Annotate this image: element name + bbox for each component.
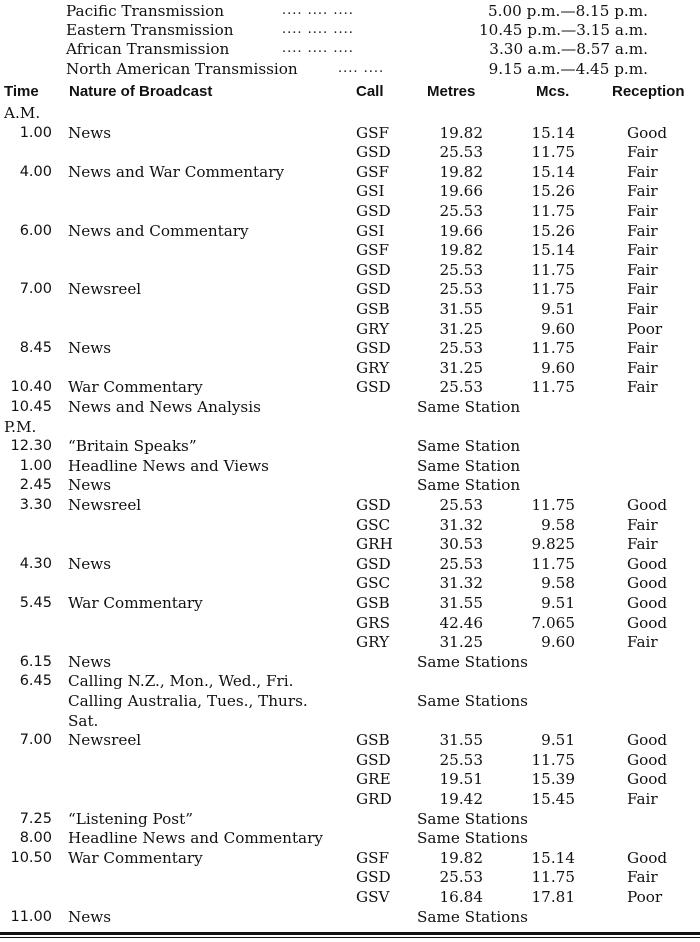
reception-cell: Good: [627, 750, 668, 769]
mcs-cell: 9.58: [541, 515, 575, 534]
transmission-time: 10.45 p.m.—3.15 a.m.: [478, 21, 648, 40]
metres-cell: 31.32: [439, 515, 483, 534]
same-station-note: Same Stations: [417, 692, 528, 710]
mcs-cell: 9.51: [541, 731, 575, 750]
header-metres: Metres: [427, 83, 476, 100]
mcs-cell: 9.51: [541, 594, 575, 612]
metres-cell: 30.53: [439, 535, 483, 554]
reception-cell: Poor: [627, 888, 663, 906]
metres-cell: 19.82: [439, 123, 483, 142]
mcs-cell: 15.14: [531, 162, 575, 181]
same-station-note: Same Stations: [417, 907, 528, 926]
time-cell: 12.30: [10, 438, 52, 455]
program-cell: War Commentary: [68, 848, 203, 867]
call-cell: GSD: [356, 868, 391, 887]
mcs-cell: 15.14: [531, 123, 575, 142]
transmission-dots: .... .... ....: [282, 3, 354, 18]
reception-cell: Good: [627, 554, 668, 573]
same-station-note: Same Station: [417, 476, 521, 495]
same-station-note: Same Station: [417, 398, 521, 416]
program-cell: News: [68, 339, 112, 358]
mcs-cell: 11.75: [531, 260, 575, 279]
mcs-cell: 15.45: [531, 790, 575, 808]
reception-cell: Fair: [627, 241, 658, 260]
call-cell: GSC: [356, 574, 391, 593]
mcs-cell: 11.75: [531, 280, 575, 299]
metres-cell: 25.53: [439, 280, 483, 299]
program-cell: Newsreel: [68, 731, 142, 750]
call-cell: GSB: [356, 300, 390, 318]
program-cell: News and Commentary: [68, 221, 249, 240]
mcs-cell: 9.58: [541, 574, 575, 593]
mcs-cell: 17.81: [531, 888, 575, 906]
metres-cell: 16.84: [439, 888, 483, 906]
program-cell: News and News Analysis: [68, 398, 261, 416]
mcs-cell: 15.14: [531, 848, 575, 867]
metres-cell: 25.53: [439, 143, 483, 162]
transmission-dots: .... .... ....: [282, 22, 354, 38]
mcs-cell: 9.51: [541, 300, 575, 318]
program-cell: News and War Commentary: [68, 162, 285, 181]
reception-cell: Fair: [627, 790, 658, 808]
time-cell: 8.00: [19, 830, 52, 847]
call-cell: GSD: [356, 496, 391, 514]
time-cell: 11.00: [10, 908, 52, 925]
mcs-cell: 9.60: [541, 358, 575, 377]
time-cell: 8.45: [19, 340, 52, 357]
metres-cell: 25.53: [439, 554, 483, 573]
metres-cell: 25.53: [439, 750, 483, 769]
program-cell: “Listening Post”: [68, 809, 193, 828]
time-cell: 7.00: [19, 732, 52, 749]
reception-cell: Fair: [627, 280, 658, 299]
time-cell: 4.30: [19, 555, 52, 572]
same-station-note: Same Stations: [417, 809, 528, 828]
call-cell: GRY: [356, 319, 390, 338]
reception-cell: Fair: [627, 182, 658, 201]
time-cell: 3.30: [19, 497, 52, 513]
call-cell: GSD: [356, 750, 391, 769]
call-cell: GSF: [356, 123, 390, 142]
metres-cell: 31.55: [439, 731, 483, 750]
mcs-cell: 9.825: [531, 535, 575, 554]
metres-cell: 31.55: [439, 300, 483, 318]
program-cell: War Commentary: [68, 594, 203, 612]
program-cell: Headline News and Commentary: [68, 829, 323, 848]
program-cell: Calling N.Z., Mon., Wed., Fri.: [68, 672, 294, 691]
same-station-note: Same Stations: [417, 652, 528, 671]
time-cell: 10.45: [10, 399, 52, 415]
transmission-name: North American Transmission: [66, 59, 298, 78]
transmission-name: Eastern Transmission: [66, 21, 234, 40]
time-cell: 10.50: [10, 849, 52, 866]
reception-cell: Fair: [627, 260, 658, 279]
metres-cell: 19.66: [439, 221, 483, 240]
reception-cell: Fair: [627, 358, 658, 377]
time-cell: 1.00: [19, 124, 52, 141]
time-cell: 7.25: [19, 810, 52, 827]
call-cell: GSD: [356, 143, 391, 162]
call-cell: GSD: [356, 554, 391, 573]
call-cell: GSF: [356, 848, 390, 867]
mcs-cell: 15.39: [531, 770, 575, 789]
call-cell: GSV: [356, 888, 390, 906]
mcs-cell: 9.60: [541, 319, 575, 338]
metres-cell: 25.53: [439, 868, 483, 887]
time-cell: 10.40: [10, 379, 52, 396]
mcs-cell: 11.75: [531, 496, 575, 514]
transmission-name: African Transmission: [66, 40, 230, 59]
metres-cell: 42.46: [439, 613, 483, 632]
mcs-cell: 15.26: [531, 221, 575, 240]
time-cell: 2.45: [19, 477, 52, 494]
reception-cell: Good: [627, 613, 668, 632]
time-cell: 6.15: [19, 653, 52, 670]
metres-cell: 31.32: [439, 574, 483, 593]
call-cell: GSI: [356, 182, 385, 201]
mcs-cell: 11.75: [531, 339, 575, 358]
call-cell: GSD: [356, 202, 391, 220]
reception-cell: Fair: [627, 162, 658, 181]
transmission-time: 9.15 a.m.—4.45 p.m.: [488, 59, 648, 78]
program-cell: Sat.: [68, 711, 99, 730]
mcs-cell: 15.14: [531, 241, 575, 260]
header-call: Call: [356, 83, 384, 100]
metres-cell: 19.82: [439, 848, 483, 867]
reception-cell: Fair: [627, 515, 658, 534]
reception-cell: Fair: [627, 143, 658, 162]
mcs-cell: 11.75: [531, 378, 575, 397]
program-cell: News: [68, 554, 112, 573]
reception-cell: Good: [627, 848, 668, 867]
section-label: A.M.: [4, 104, 41, 122]
time-cell: 6.45: [19, 673, 52, 690]
call-cell: GSD: [356, 260, 391, 279]
call-cell: GRS: [356, 613, 390, 632]
program-cell: Newsreel: [68, 496, 142, 514]
metres-cell: 19.82: [439, 241, 483, 260]
program-cell: “Britain Speaks”: [68, 437, 197, 456]
call-cell: GRD: [356, 790, 392, 808]
header-mcs: Mcs.: [536, 83, 570, 100]
program-cell: Headline News and Views: [68, 456, 269, 475]
mcs-cell: 11.75: [531, 868, 575, 887]
mcs-cell: 11.75: [531, 202, 575, 220]
reception-cell: Fair: [627, 535, 658, 554]
metres-cell: 25.53: [439, 378, 483, 397]
transmission-dots: .... .... ....: [282, 41, 354, 57]
call-cell: GSF: [356, 241, 390, 260]
metres-cell: 31.25: [439, 319, 483, 338]
mcs-cell: 11.75: [531, 143, 575, 162]
program-cell: War Commentary: [68, 378, 203, 397]
reception-cell: Fair: [627, 300, 658, 318]
header-time: Time: [4, 83, 39, 100]
mcs-cell: 15.26: [531, 182, 575, 201]
metres-cell: 31.55: [439, 594, 483, 612]
reception-cell: Fair: [627, 868, 658, 887]
call-cell: GSD: [356, 339, 391, 358]
call-cell: GRY: [356, 633, 390, 652]
metres-cell: 19.82: [439, 162, 483, 181]
reception-cell: Good: [627, 123, 668, 142]
reception-cell: Fair: [627, 378, 658, 397]
reception-cell: Fair: [627, 202, 658, 220]
reception-cell: Fair: [627, 339, 658, 358]
call-cell: GSD: [356, 280, 391, 299]
metres-cell: 25.53: [439, 260, 483, 279]
reception-cell: Fair: [627, 221, 658, 240]
call-cell: GSB: [356, 731, 390, 750]
program-cell: News: [68, 907, 112, 926]
reception-cell: Fair: [627, 633, 658, 652]
program-cell: News: [68, 476, 112, 495]
transmission-time: 5.00 p.m.—8.15 p.m.: [487, 2, 648, 20]
time-cell: 1.00: [19, 457, 52, 474]
metres-cell: 25.53: [439, 339, 483, 358]
mcs-cell: 11.75: [531, 554, 575, 573]
metres-cell: 19.42: [439, 790, 483, 808]
reception-cell: Good: [627, 496, 668, 514]
reception-cell: Poor: [627, 319, 663, 338]
program-cell: News: [68, 123, 112, 142]
program-cell: News: [68, 652, 112, 671]
mcs-cell: 7.065: [531, 613, 575, 632]
metres-cell: 19.66: [439, 182, 483, 201]
metres-cell: 31.25: [439, 358, 483, 377]
reception-cell: Good: [627, 770, 668, 789]
bottom-rule-thin: [0, 937, 700, 938]
call-cell: GSI: [356, 221, 385, 240]
metres-cell: 19.51: [439, 770, 483, 789]
metres-cell: 25.53: [439, 496, 483, 514]
reception-cell: Good: [627, 574, 668, 593]
transmission-time: 3.30 a.m.—8.57 a.m.: [489, 40, 648, 59]
program-cell: Newsreel: [68, 280, 142, 299]
call-cell: GSF: [356, 162, 390, 181]
mcs-cell: 11.75: [531, 750, 575, 769]
same-station-note: Same Station: [417, 456, 521, 475]
bottom-rule: [0, 932, 700, 935]
transmission-name: Pacific Transmission: [66, 2, 225, 20]
reception-cell: Good: [627, 731, 668, 750]
call-cell: GRY: [356, 358, 390, 377]
program-cell: Calling Australia, Tues., Thurs.: [68, 692, 308, 710]
call-cell: GRE: [356, 770, 391, 789]
call-cell: GRH: [356, 535, 393, 554]
header-nature: Nature of Broadcast: [69, 83, 213, 100]
metres-cell: 25.53: [439, 202, 483, 220]
reception-cell: Good: [627, 594, 668, 612]
metres-cell: 31.25: [439, 633, 483, 652]
call-cell: GSD: [356, 378, 391, 397]
section-label: P.M.: [4, 417, 37, 436]
time-cell: 6.00: [19, 222, 52, 239]
same-station-note: Same Station: [417, 437, 521, 456]
time-cell: 7.00: [19, 281, 52, 298]
same-station-note: Same Stations: [417, 829, 528, 848]
time-cell: 4.00: [19, 163, 52, 180]
header-reception: Reception: [612, 83, 685, 100]
transmission-dots: .... ....: [338, 60, 385, 76]
call-cell: GSB: [356, 594, 390, 612]
call-cell: GSC: [356, 515, 391, 534]
time-cell: 5.45: [19, 595, 52, 611]
mcs-cell: 9.60: [541, 633, 575, 652]
